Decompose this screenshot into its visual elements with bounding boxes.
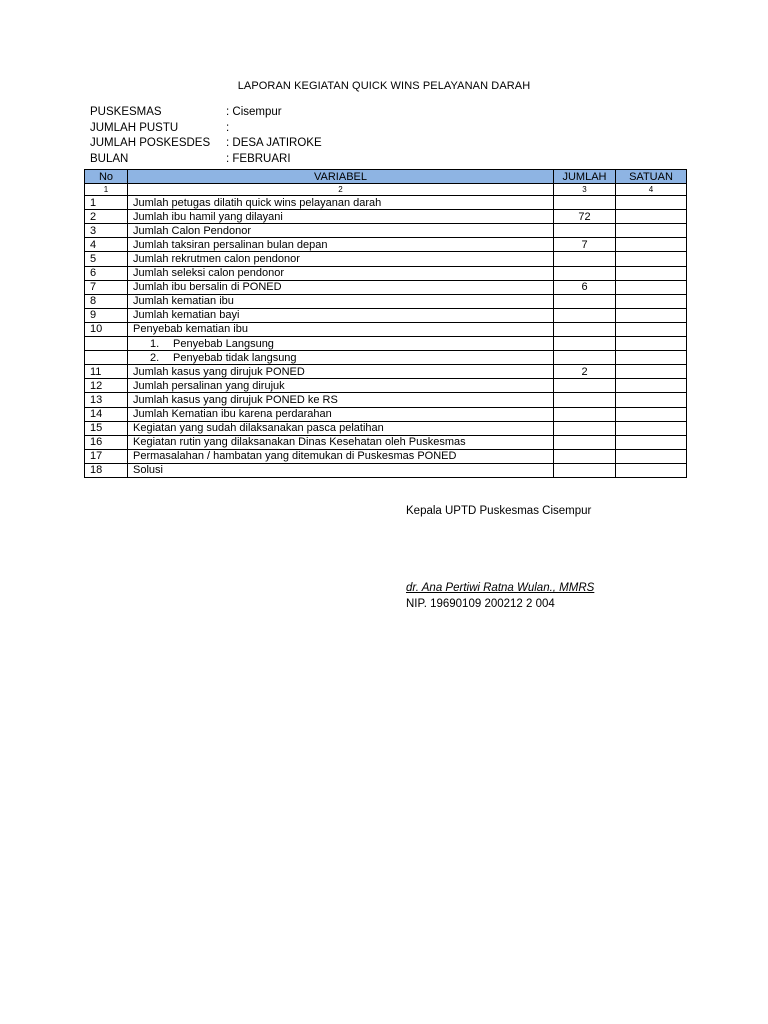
report-title: LAPORAN KEGIATAN QUICK WINS PELAYANAN DARAH bbox=[237, 80, 531, 92]
table-row bbox=[85, 308, 687, 322]
row-variabel: Jumlah rekrutmen calon pendonor bbox=[128, 252, 554, 266]
row-variabel: Jumlah ibu hamil yang dilayani bbox=[128, 210, 554, 224]
meta-label: PUSKESMAS bbox=[90, 106, 162, 118]
meta-value: : DESA JATIROKE bbox=[226, 137, 322, 149]
row-no: 3 bbox=[85, 224, 128, 238]
row-no: 8 bbox=[85, 294, 128, 308]
header-variabel: VARIABEL bbox=[128, 170, 554, 184]
row-variabel: Jumlah kasus yang dirujuk PONED bbox=[128, 365, 554, 379]
column-number-row bbox=[85, 184, 687, 196]
meta-value: : Cisempur bbox=[226, 106, 282, 118]
row-variabel: Permasalahan / hambatan yang ditemukan di Puskesmas PONED bbox=[128, 449, 554, 463]
row-satuan bbox=[616, 224, 687, 238]
row-variabel: Solusi bbox=[128, 463, 554, 477]
row-variabel: Jumlah Kematian ibu karena perdarahan bbox=[128, 407, 554, 421]
row-variabel: Jumlah kasus yang dirujuk PONED ke RS bbox=[128, 393, 554, 407]
table-row bbox=[85, 210, 687, 224]
row-no: 9 bbox=[85, 308, 128, 322]
row-jumlah bbox=[554, 224, 616, 238]
row-variabel: Kegiatan rutin yang dilaksanakan Dinas Kesehatan oleh Puskesmas bbox=[128, 435, 554, 449]
row-satuan bbox=[616, 280, 687, 294]
row-satuan bbox=[616, 337, 687, 351]
row-no: 17 bbox=[85, 449, 128, 463]
row-no: 4 bbox=[85, 238, 128, 252]
row-variabel: Kegiatan yang sudah dilaksanakan pasca pelatihan bbox=[128, 421, 554, 435]
row-jumlah: 72 bbox=[554, 210, 616, 224]
row-no: 7 bbox=[85, 280, 128, 294]
signature-role: Kepala UPTD Puskesmas Cisempur bbox=[406, 505, 592, 517]
row-no: 16 bbox=[85, 435, 128, 449]
table-sub-row bbox=[85, 337, 687, 351]
row-jumlah bbox=[554, 196, 616, 210]
row-variabel bbox=[128, 351, 554, 365]
table-header-row bbox=[85, 170, 687, 184]
row-variabel: Jumlah persalinan yang dirujuk bbox=[128, 379, 554, 393]
row-satuan bbox=[616, 196, 687, 210]
meta-row-poskesdes bbox=[90, 137, 322, 153]
row-satuan bbox=[616, 308, 687, 322]
table-row bbox=[85, 224, 687, 238]
row-satuan bbox=[616, 463, 687, 477]
row-variabel: Jumlah kematian ibu bbox=[128, 294, 554, 308]
row-jumlah bbox=[554, 379, 616, 393]
meta-row-bulan bbox=[90, 153, 322, 169]
meta-row-pustu bbox=[90, 122, 322, 138]
row-satuan bbox=[616, 407, 687, 421]
table-row bbox=[85, 463, 687, 477]
row-no bbox=[85, 337, 128, 351]
row-variabel: Jumlah ibu bersalin di PONED bbox=[128, 280, 554, 294]
table-row bbox=[85, 196, 687, 210]
report-meta bbox=[90, 106, 322, 168]
meta-value: : FEBRUARI bbox=[226, 152, 291, 165]
row-satuan bbox=[616, 393, 687, 407]
row-jumlah bbox=[554, 407, 616, 421]
table-row bbox=[85, 449, 687, 463]
row-satuan bbox=[616, 252, 687, 266]
row-jumlah bbox=[554, 322, 616, 336]
row-jumlah bbox=[554, 252, 616, 266]
row-jumlah bbox=[554, 463, 616, 477]
report-table bbox=[84, 169, 687, 478]
row-jumlah bbox=[554, 449, 616, 463]
table-row bbox=[85, 393, 687, 407]
table-sub-row bbox=[85, 351, 687, 365]
signature-name: dr. Ana Pertiwi Ratna Wulan., MMRS bbox=[406, 582, 595, 594]
row-no: 18 bbox=[85, 463, 128, 477]
row-variabel: Jumlah Calon Pendonor bbox=[128, 224, 554, 238]
table-row bbox=[85, 280, 687, 294]
row-variabel: Penyebab kematian ibu bbox=[128, 322, 554, 336]
sub-item-number: 1. bbox=[150, 337, 160, 350]
sub-item-label: Penyebab tidak langsung bbox=[173, 351, 297, 364]
row-jumlah bbox=[554, 351, 616, 365]
row-variabel: Jumlah kematian bayi bbox=[128, 308, 554, 322]
meta-value: : bbox=[226, 121, 230, 134]
col-number: 3 bbox=[554, 184, 616, 196]
table-row bbox=[85, 266, 687, 280]
row-jumlah: 6 bbox=[554, 280, 616, 294]
row-no: 5 bbox=[85, 252, 128, 266]
row-satuan bbox=[616, 210, 687, 224]
row-jumlah bbox=[554, 435, 616, 449]
header-no: No bbox=[85, 170, 128, 184]
sub-item-number: 2. bbox=[150, 351, 160, 364]
row-no bbox=[85, 351, 128, 365]
row-variabel: Jumlah taksiran persalinan bulan depan bbox=[128, 238, 554, 252]
header-satuan: SATUAN bbox=[616, 170, 687, 184]
row-satuan bbox=[616, 322, 687, 336]
row-jumlah bbox=[554, 266, 616, 280]
table-row bbox=[85, 421, 687, 435]
row-no: 10 bbox=[85, 322, 128, 336]
row-no: 2 bbox=[85, 210, 128, 224]
row-no: 13 bbox=[85, 393, 128, 407]
meta-label: JUMLAH PUSTU bbox=[90, 121, 179, 134]
row-no: 11 bbox=[85, 365, 128, 379]
table-row bbox=[85, 379, 687, 393]
meta-row-puskesmas bbox=[90, 106, 322, 122]
table-row bbox=[85, 238, 687, 252]
row-satuan bbox=[616, 435, 687, 449]
row-satuan bbox=[616, 421, 687, 435]
row-no: 6 bbox=[85, 266, 128, 280]
table-row bbox=[85, 407, 687, 421]
row-jumlah: 7 bbox=[554, 238, 616, 252]
signature-nip: NIP. 19690109 200212 2 004 bbox=[406, 598, 555, 610]
row-satuan bbox=[616, 294, 687, 308]
col-number: 2 bbox=[128, 184, 554, 196]
table-row bbox=[85, 322, 687, 336]
row-jumlah bbox=[554, 337, 616, 351]
row-satuan bbox=[616, 238, 687, 252]
table-row bbox=[85, 365, 687, 379]
meta-label: BULAN bbox=[90, 152, 129, 165]
sub-item-label: Penyebab Langsung bbox=[173, 337, 274, 350]
header-jumlah: JUMLAH bbox=[554, 170, 616, 184]
table-row bbox=[85, 294, 687, 308]
row-no: 12 bbox=[85, 379, 128, 393]
row-jumlah bbox=[554, 393, 616, 407]
row-no: 15 bbox=[85, 421, 128, 435]
row-jumlah bbox=[554, 421, 616, 435]
row-jumlah: 2 bbox=[554, 365, 616, 379]
row-no: 1 bbox=[85, 196, 128, 210]
row-jumlah bbox=[554, 294, 616, 308]
row-variabel bbox=[128, 337, 554, 351]
table-row bbox=[85, 435, 687, 449]
col-number: 1 bbox=[85, 184, 128, 196]
row-satuan bbox=[616, 449, 687, 463]
table-row bbox=[85, 252, 687, 266]
row-satuan bbox=[616, 379, 687, 393]
row-variabel: Jumlah petugas dilatih quick wins pelayanan darah bbox=[128, 196, 554, 210]
row-no: 14 bbox=[85, 407, 128, 421]
row-satuan bbox=[616, 351, 687, 365]
col-number: 4 bbox=[616, 184, 687, 196]
row-satuan bbox=[616, 365, 687, 379]
meta-label: JUMLAH POSKESDES bbox=[90, 137, 211, 149]
row-satuan bbox=[616, 266, 687, 280]
row-variabel: Jumlah seleksi calon pendonor bbox=[128, 266, 554, 280]
row-jumlah bbox=[554, 308, 616, 322]
